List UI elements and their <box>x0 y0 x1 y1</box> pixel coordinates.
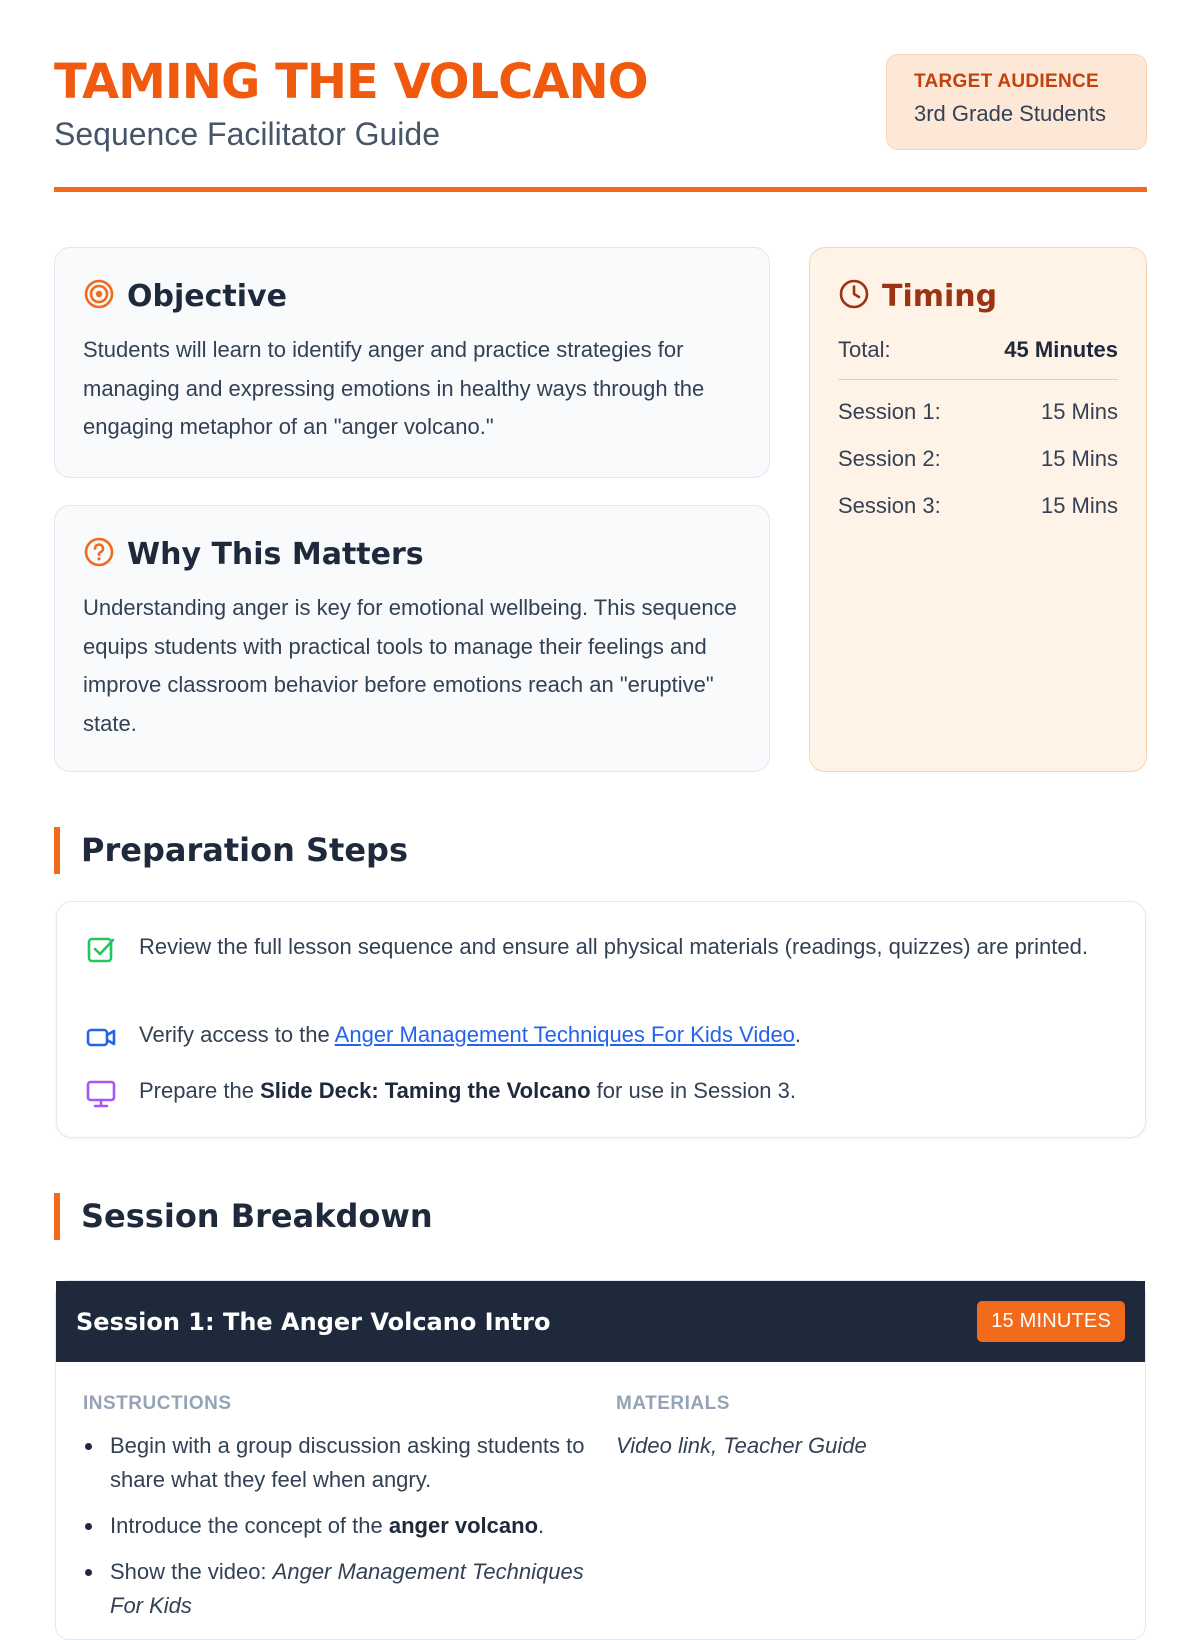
list-item <box>83 1509 593 1543</box>
timing-session-row <box>838 445 1118 472</box>
list-item-text: . <box>538 1513 545 1538</box>
timing-title: Timing <box>882 279 998 314</box>
video-camera-icon <box>85 1018 117 1062</box>
prep-item-text: Review the full lesson sequence and ensure all physical materials (readings, quizzes) are printed. <box>139 934 1088 959</box>
page-title: TAMING THE VOLCANO <box>54 54 648 110</box>
target-icon <box>83 278 115 315</box>
prep-item-text <box>139 1074 796 1118</box>
target-audience-value: 3rd Grade Students <box>914 101 1107 126</box>
list-item-text: Introduce the concept of the <box>110 1513 389 1538</box>
timing-session-row <box>838 492 1118 519</box>
why-title: Why This Matters <box>127 537 424 572</box>
objective-card <box>54 247 770 478</box>
materials-label: MATERIALS <box>616 1393 730 1414</box>
timing-session-row <box>838 398 1118 425</box>
list-item-text: Show the video: <box>110 1559 273 1584</box>
preparation-card <box>56 901 1146 1138</box>
question-circle-icon <box>83 536 115 573</box>
materials-text: Video link, Teacher Guide <box>616 1433 867 1458</box>
target-audience-box <box>886 54 1147 150</box>
prep-item-slides <box>85 1074 796 1118</box>
checkbox-checked-icon <box>85 930 117 974</box>
preparation-heading: Preparation Steps <box>54 827 408 874</box>
timing-total-label: Total: <box>838 337 891 362</box>
prep-item-text-suffix: . <box>794 1022 802 1047</box>
video-link[interactable]: Anger Management Techniques For Kids Video <box>334 1022 795 1047</box>
timing-session-value: 15 Mins <box>1040 446 1118 471</box>
session-title: Session 1: The Anger Volcano Intro <box>76 1307 551 1336</box>
timing-session-label: Session 3: <box>838 493 941 518</box>
list-item <box>83 1555 593 1623</box>
session-breakdown-heading: Session Breakdown <box>54 1193 433 1240</box>
prep-item-review <box>85 930 1105 974</box>
timing-card <box>809 247 1147 772</box>
target-audience-label: TARGET AUDIENCE <box>914 71 1099 92</box>
instructions-label: INSTRUCTIONS <box>83 1393 232 1414</box>
prep-item-text <box>139 1018 801 1062</box>
objective-title: Objective <box>127 279 287 314</box>
page-header <box>54 52 1147 192</box>
timing-session-label: Session 2: <box>838 446 941 471</box>
why-card <box>54 505 770 772</box>
objective-text: Students will learn to identify anger and practice strategies for managing and expressing emotions in healthy ways through the engaging metaphor of an "anger volcano." <box>83 337 705 439</box>
clock-icon <box>838 278 870 315</box>
timing-total-row <box>838 337 1118 380</box>
timing-session-value: 15 Mins <box>1040 399 1118 424</box>
header-divider <box>54 187 1147 192</box>
timing-total-value: 45 Minutes <box>1004 337 1118 362</box>
prep-item-text-suffix: for use in Session 3. <box>590 1078 797 1103</box>
prep-item-text-prefix: Prepare the <box>139 1078 261 1103</box>
session-card <box>55 1280 1146 1640</box>
prep-item-text-prefix: Verify access to the <box>139 1022 335 1047</box>
timing-session-label: Session 1: <box>838 399 941 424</box>
list-item-emphasis: anger volcano <box>388 1513 539 1538</box>
video-title: Anger Management Techniques For Kids <box>110 1559 584 1618</box>
session-duration-badge: 15 MINUTES <box>977 1301 1125 1342</box>
instructions-list <box>83 1429 593 1635</box>
timing-session-value: 15 Mins <box>1040 493 1118 518</box>
monitor-icon <box>85 1074 117 1118</box>
list-item: Begin with a group discussion asking students to share what they feel when angry. <box>83 1429 593 1497</box>
prep-item-video <box>85 1018 801 1062</box>
why-text: Understanding anger is key for emotional wellbeing. This sequence equips students with practical tools to manage their feelings and improve classroom behavior before emotions reach an "eruptive" state. <box>83 595 737 736</box>
page-subtitle: Sequence Facilitator Guide <box>54 116 440 152</box>
slide-deck-name: Slide Deck: Taming the Volcano <box>260 1078 591 1103</box>
session-header-bar <box>56 1281 1145 1362</box>
